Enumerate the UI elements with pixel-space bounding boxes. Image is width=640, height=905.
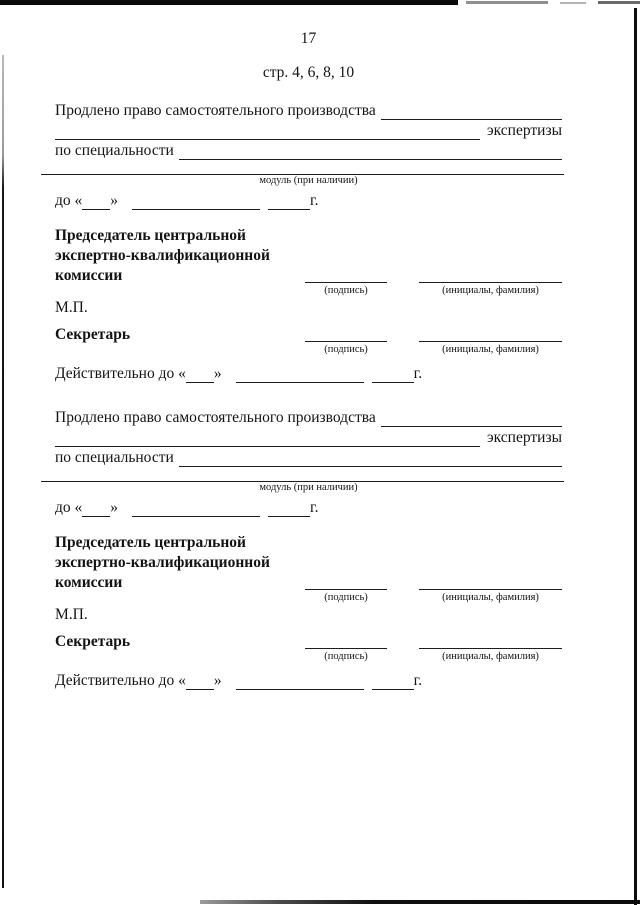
pages-reference: стр. 4, 6, 8, 10 [262,64,355,81]
secretary-signature-area [305,329,562,356]
signature-caption: (подпись) [324,592,368,603]
secretary-block [55,318,562,355]
page-border-top-fragment [466,1,548,4]
valid-close: » [213,672,222,689]
initials-caption: (инициалы, фамилия) [442,651,539,662]
chairman-block [55,226,562,296]
month-blank [236,369,364,383]
date-line [55,497,562,517]
day-blank [186,369,214,383]
module-blank [41,160,564,175]
year-blank [372,676,414,690]
granted-line [55,100,562,120]
specialty-blank [179,453,562,467]
valid-prefix: Действительно до « [55,672,186,689]
initials-blank [419,270,562,283]
chairman-title-line: экспертно-квалификационной [55,247,270,264]
granted-text: Продлено право самостоятельного производства [55,102,376,119]
chairman-block [55,533,562,603]
module-caption: модуль (при наличии) [259,482,358,493]
day-blank [186,676,214,690]
specialty-line [55,447,562,467]
expertise-line [55,427,562,447]
specialty-label: по специальности [55,142,174,159]
month-blank [132,503,260,517]
page-border-top-fragment [598,1,640,4]
initials-caption: (инициалы, фамилия) [442,592,539,603]
granted-blank [381,413,562,427]
day-blank [82,503,110,517]
chairman-signature-area [305,270,562,297]
signature-gap [387,577,419,604]
renewal-section-2 [55,407,562,690]
module-line [55,160,562,175]
year-blank [268,503,310,517]
year-blank [268,196,310,210]
specialty-line [55,140,562,160]
chairman-title-line: Председатель центральной [55,227,246,244]
specialty-blank [179,146,562,160]
expertise-word: экспертизы [486,122,562,139]
initials-caption: (инициалы, фамилия) [442,285,539,296]
module-line [55,467,562,482]
year-suffix: г. [310,499,319,516]
chairman-title [55,226,305,286]
year-suffix: г. [310,192,319,209]
secretary-signature-field [305,329,387,356]
stamp-label: М.П. [55,606,88,623]
initials-blank [419,636,562,649]
signature-gap [387,636,419,663]
valid-close: » [213,365,222,382]
chairman-signature-field [305,577,387,604]
secretary-initials-field [419,636,562,663]
chairman-title-line: комиссии [55,267,123,284]
chairman-title-line: экспертно-квалификационной [55,554,270,571]
signature-gap [387,329,419,356]
expertise-blank [55,126,480,140]
granted-blank [381,106,562,120]
secretary-initials-field [419,329,562,356]
valid-year-suffix: г. [413,365,423,382]
page-border-right [634,8,637,905]
page-border-top [0,0,458,5]
initials-caption: (инициалы, фамилия) [442,344,539,355]
month-blank [132,196,260,210]
chairman-title-line: Председатель центральной [55,534,246,551]
expertise-word: экспертизы [486,429,562,446]
month-blank [236,676,364,690]
signature-caption: (подпись) [324,651,368,662]
granted-text: Продлено право самостоятельного производства [55,409,376,426]
signature-gap [387,270,419,297]
date-line [55,190,562,210]
chairman-initials-field [419,577,562,604]
year-blank [372,369,414,383]
until-prefix: до « [55,499,83,516]
signature-blank [305,329,387,342]
page-border-left [2,55,4,888]
chairman-signature-area [305,577,562,604]
secretary-signature-area [305,636,562,663]
until-close: » [110,499,119,516]
expertise-line [55,120,562,140]
specialty-label: по специальности [55,449,174,466]
chairman-title [55,533,305,593]
chairman-title-line: комиссии [55,574,123,591]
secretary-label: Секретарь [55,326,131,343]
module-caption: модуль (при наличии) [259,175,358,186]
stamp-label: М.П. [55,299,88,316]
signature-blank [305,577,387,590]
signature-caption: (подпись) [324,344,368,355]
page-number: 17 [300,30,317,47]
initials-blank [419,329,562,342]
until-prefix: до « [55,192,83,209]
secretary-label: Секретарь [55,633,131,650]
expertise-blank [55,433,480,447]
secretary-signature-field [305,636,387,663]
valid-until-line [55,363,562,383]
secretary-block [55,625,562,662]
day-blank [82,196,110,210]
initials-blank [419,577,562,590]
granted-line [55,407,562,427]
valid-prefix: Действительно до « [55,365,186,382]
valid-year-suffix: г. [413,672,423,689]
signature-blank [305,270,387,283]
page-border-top-fragment [560,2,586,4]
chairman-signature-field [305,270,387,297]
document-page [55,30,562,690]
chairman-initials-field [419,270,562,297]
renewal-section-1 [55,100,562,383]
valid-until-line [55,670,562,690]
signature-caption: (подпись) [324,285,368,296]
module-blank [41,467,564,482]
signature-blank [305,636,387,649]
page-border-bottom [200,900,640,904]
until-close: » [110,192,119,209]
